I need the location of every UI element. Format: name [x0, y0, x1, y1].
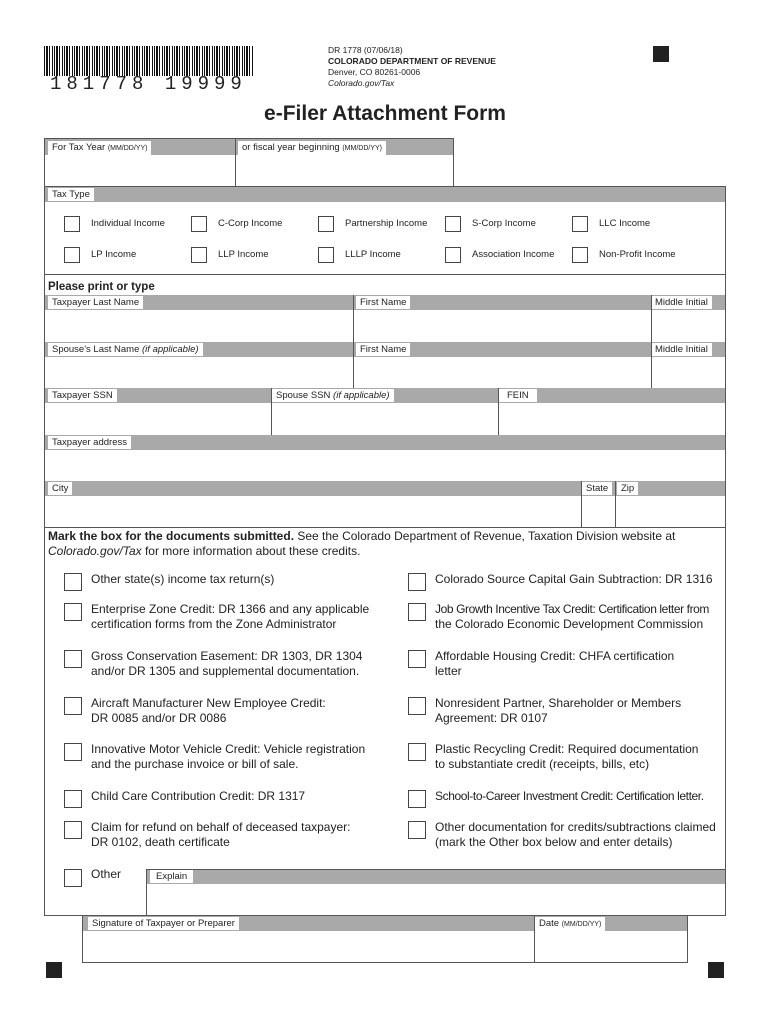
- document-label: [435, 602, 709, 632]
- middle-initial-label: Middle Initial: [651, 296, 712, 309]
- spouse-last-input[interactable]: [46, 359, 351, 386]
- taxpayer-ssn-input[interactable]: [46, 405, 269, 433]
- document-label-line: Claim for refund on behalf of deceased taxpayer:: [91, 820, 351, 834]
- document-checkbox[interactable]: [408, 573, 426, 591]
- tax-type-checkbox[interactable]: [64, 247, 80, 263]
- document-checkbox[interactable]: [64, 790, 82, 808]
- tax-type-checkbox[interactable]: [191, 247, 207, 263]
- taxpayer-last-input[interactable]: [46, 312, 351, 340]
- document-label-line: Agreement: DR 0107: [435, 711, 548, 725]
- tax-type-option-label: Association Income: [472, 249, 555, 260]
- document-label-line: and the purchase invoice or bill of sale.: [91, 757, 299, 771]
- document-label-line: Aircraft Manufacturer New Employee Credit:: [91, 696, 326, 710]
- tax-year-label: For Tax Year (MM/DD/YY): [48, 141, 151, 155]
- tax-type-checkbox[interactable]: [318, 216, 334, 232]
- tax-type-checkbox[interactable]: [445, 216, 461, 232]
- document-label-line: Other state(s) income tax return(s): [91, 572, 275, 586]
- document-checkbox[interactable]: [408, 697, 426, 715]
- document-label-line: (mark the Other box below and enter details): [435, 835, 673, 849]
- taxpayer-last-label: Taxpayer Last Name: [48, 296, 143, 309]
- tax-type-option-label: LLC Income: [599, 218, 651, 229]
- document-label: [435, 742, 698, 772]
- document-label: [91, 789, 305, 804]
- barcode: [44, 46, 254, 76]
- document-label-line: Child Care Contribution Credit: DR 1317: [91, 789, 306, 803]
- fein-label: FEIN: [499, 389, 537, 402]
- document-checkbox[interactable]: [64, 697, 82, 715]
- document-label: [91, 649, 362, 679]
- document-label: [435, 696, 681, 726]
- tax-type-option-label: Individual Income: [91, 218, 165, 229]
- document-label-line: Job Growth Incentive Tax Credit: Certification letter from: [435, 602, 710, 616]
- registration-mark: [653, 46, 669, 62]
- dept-site: Colorado.gov/Tax: [328, 78, 395, 88]
- document-label-line: Gross Conservation Easement: DR 1303, DR 1304: [91, 649, 363, 663]
- document-label: [435, 789, 704, 804]
- document-checkbox[interactable]: [64, 573, 82, 591]
- taxpayer-ssn-label: Taxpayer SSN: [48, 389, 117, 402]
- tax-type-option-label: LP Income: [91, 249, 137, 260]
- tax-type-checkbox[interactable]: [191, 216, 207, 232]
- document-label: [435, 820, 716, 850]
- tax-type-option-label: Non-Profit Income: [599, 249, 676, 260]
- document-label-line: Innovative Motor Vehicle Credit: Vehicle registration: [91, 742, 366, 756]
- address-input[interactable]: [46, 452, 724, 479]
- signature-label: Signature of Taxpayer or Preparer: [88, 917, 239, 930]
- document-label: [91, 572, 274, 587]
- document-label-line: Other documentation for credits/subtractions claimed: [435, 820, 716, 834]
- tax-type-checkbox[interactable]: [445, 247, 461, 263]
- explain-input[interactable]: [149, 886, 724, 914]
- other-checkbox[interactable]: [64, 869, 82, 887]
- date-label: Date (MM/DD/YY): [535, 917, 605, 931]
- spouse-last-label: Spouse's Last Name (if applicable): [48, 343, 203, 356]
- documents-intro: Mark the box for the documents submitted. See the Colorado Department of Revenue, Taxation Division website at Colorado.gov/Tax for more information about these credits.: [48, 529, 676, 558]
- spouse-middle-input[interactable]: [653, 359, 724, 386]
- spouse-ssn-input[interactable]: [273, 405, 496, 433]
- dept-city: Denver, CO 80261-0006: [328, 67, 421, 77]
- form-id: DR 1778 (07/06/18): [328, 45, 403, 55]
- document-checkbox[interactable]: [408, 603, 426, 621]
- document-label: [91, 602, 369, 632]
- tax-type-checkbox[interactable]: [64, 216, 80, 232]
- spouse-first-name-label: First Name: [356, 343, 410, 356]
- document-label-line: Colorado Source Capital Gain Subtraction: DR 1316: [435, 572, 713, 586]
- document-label-line: and/or DR 1305 and supplemental documentation.: [91, 664, 360, 678]
- city-label: City: [48, 482, 72, 495]
- tax-type-option-label: Partnership Income: [345, 218, 428, 229]
- document-checkbox[interactable]: [408, 743, 426, 761]
- tax-year-input[interactable]: [46, 156, 234, 186]
- tax-type-option-label: S-Corp Income: [472, 218, 536, 229]
- city-input[interactable]: [46, 498, 579, 525]
- document-label-line: School-to-Career Investment Credit: Certification letter.: [435, 789, 704, 803]
- document-checkbox[interactable]: [64, 821, 82, 839]
- other-label: Other: [91, 867, 122, 881]
- document-label-line: certification forms from the Zone Administrator: [91, 617, 337, 631]
- address-label: Taxpayer address: [48, 436, 131, 449]
- tax-type-option-label: LLLP Income: [345, 249, 401, 260]
- spouse-ssn-label: Spouse SSN (if applicable): [272, 389, 394, 402]
- registration-mark: [46, 962, 62, 978]
- document-label-line: the Colorado Economic Development Commission: [435, 617, 704, 631]
- document-checkbox[interactable]: [64, 603, 82, 621]
- tax-type-checkbox[interactable]: [572, 216, 588, 232]
- form-header: [328, 45, 496, 89]
- zip-label: Zip: [617, 482, 638, 495]
- document-label-line: Affordable Housing Credit: CHFA certification: [435, 649, 675, 663]
- document-label: [91, 742, 365, 772]
- document-checkbox[interactable]: [408, 790, 426, 808]
- document-label: [91, 820, 351, 850]
- first-name-label: First Name: [356, 296, 410, 309]
- fiscal-year-input[interactable]: [237, 156, 452, 186]
- barcode-number: 181778 19999: [50, 73, 247, 95]
- document-checkbox[interactable]: [64, 650, 82, 668]
- tax-type-checkbox[interactable]: [318, 247, 334, 263]
- document-label-line: letter: [435, 664, 462, 678]
- department: COLORADO DEPARTMENT OF REVENUE: [328, 56, 496, 66]
- document-label-line: Plastic Recycling Credit: Required documentation: [435, 742, 699, 756]
- zip-input[interactable]: [617, 498, 724, 525]
- first-name-input[interactable]: [355, 312, 649, 340]
- date-input[interactable]: [536, 932, 686, 961]
- state-input[interactable]: [583, 498, 613, 525]
- spouse-middle-initial-label: Middle Initial: [651, 343, 712, 356]
- registration-mark: [708, 962, 724, 978]
- document-label-line: DR 0102, death certificate: [91, 835, 230, 849]
- document-checkbox[interactable]: [408, 821, 426, 839]
- tax-type-checkbox[interactable]: [572, 247, 588, 263]
- document-label: [91, 696, 326, 726]
- tax-type-option-label: C-Corp Income: [218, 218, 283, 229]
- state-label: State: [582, 482, 612, 495]
- page-title: e-Filer Attachment Form: [264, 102, 506, 125]
- tax-type-option-label: LLP Income: [218, 249, 269, 260]
- print-heading: Please print or type: [48, 281, 155, 293]
- explain-label: Explain: [150, 870, 193, 883]
- fein-input[interactable]: [500, 405, 724, 433]
- document-label-line: Enterprise Zone Credit: DR 1366 and any applicable: [91, 602, 370, 616]
- document-label-line: to substantiate credit (receipts, bills, etc): [435, 757, 650, 771]
- document-label-line: Nonresident Partner, Shareholder or Members: [435, 696, 682, 710]
- spouse-first-input[interactable]: [355, 359, 649, 386]
- document-label-line: DR 0085 and/or DR 0086: [91, 711, 227, 725]
- tax-type-label: Tax Type: [48, 188, 94, 201]
- document-checkbox[interactable]: [408, 650, 426, 668]
- document-label: [435, 572, 713, 587]
- document-label: [435, 649, 674, 679]
- document-checkbox[interactable]: [64, 743, 82, 761]
- signature-input[interactable]: [84, 932, 532, 961]
- middle-initial-input[interactable]: [653, 312, 724, 340]
- fiscal-year-label: or fiscal year beginning (MM/DD/YY): [238, 141, 386, 155]
